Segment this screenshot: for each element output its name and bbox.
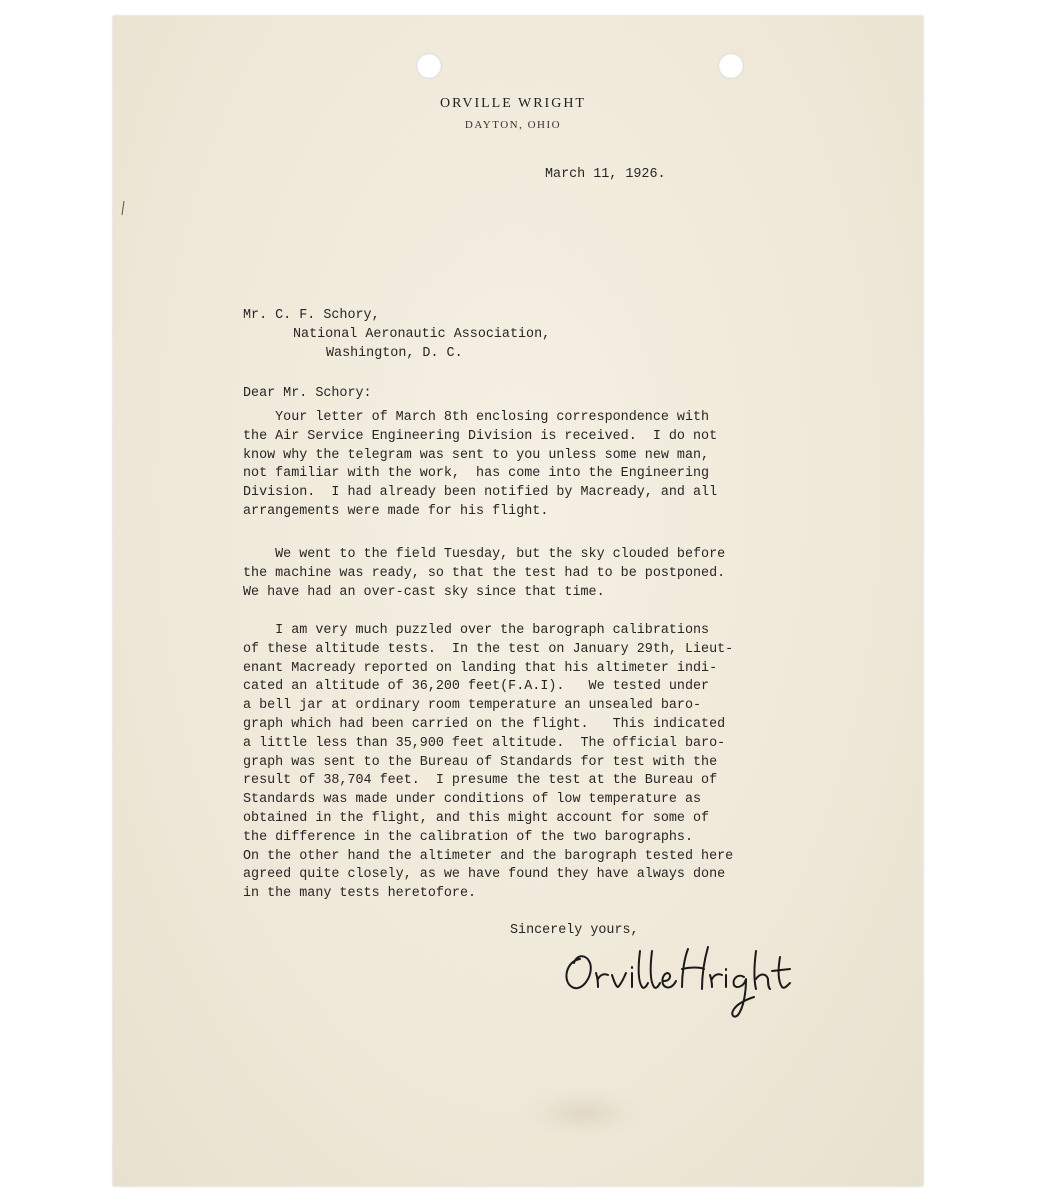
handwritten-signature [558, 929, 798, 1024]
paragraph-line: arrangements were made for his flight. [243, 503, 549, 519]
paragraph-line: not familiar with the work, has come into the Engineering [243, 466, 710, 482]
paragraph-line: a bell jar at ordinary room temperature an unsealed baro- [243, 698, 702, 714]
body-paragraph-3 [243, 622, 733, 904]
punch-hole-right [718, 53, 744, 79]
salutation: Dear Mr. Schory: [243, 386, 372, 401]
paragraph-line: Standards was made under conditions of low temperature as [243, 792, 702, 808]
paragraph-line: the difference in the calibration of the two barographs. [243, 829, 693, 845]
paragraph-line: We went to the field Tuesday, but the sky clouded before [243, 547, 726, 562]
punch-hole-left [416, 53, 442, 79]
paragraph-line: know why the telegram was sent to you unless some new man, [243, 447, 710, 463]
paragraph-line: of these altitude tests. In the test on January 29th, Lieut- [243, 641, 734, 657]
paragraph-line: graph was sent to the Bureau of Standards for test with the [243, 754, 718, 770]
body-paragraph-2 [243, 546, 725, 602]
paragraph-line: enant Macready reported on landing that his altimeter indi- [243, 660, 718, 676]
paragraph-line: We have had an over-cast sky since that time. [243, 584, 605, 600]
letterhead-city: DAYTON, OHIO [464, 119, 562, 131]
letterhead-name: ORVILLE WRIGHT [440, 96, 586, 111]
letter-page [113, 16, 923, 1186]
paragraph-line: cated an altitude of 36,200 feet(F.A.I). We tested under [243, 679, 710, 695]
pencil-mark [121, 201, 125, 215]
closing: Sincerely yours, [510, 923, 639, 938]
paragraph-line: I am very much puzzled over the barograph calibrations [243, 623, 710, 638]
recipient-location: Washington, D. C. [326, 346, 463, 361]
paragraph-line: the machine was ready, so that the test had to be postponed. [243, 565, 726, 581]
letter-date: March 11, 1926. [545, 167, 666, 182]
paragraph-line: in the many tests heretofore. [243, 886, 477, 902]
paragraph-line: Division. I had already been notified by Macready, and all [243, 485, 718, 501]
paragraph-line: the Air Service Engineering Division is received. I do not [243, 428, 718, 444]
paragraph-line: agreed quite closely, as we have found they have always done [243, 867, 726, 883]
paragraph-line: result of 38,704 feet. I presume the test at the Bureau of [243, 773, 718, 789]
paragraph-line: graph which had been carried on the flight. This indicated [243, 716, 726, 732]
paragraph-line: obtained in the flight, and this might account for some of [243, 810, 710, 826]
paragraph-line: On the other hand the altimeter and the barograph tested here [243, 848, 734, 864]
recipient-name: Mr. C. F. Schory, [243, 308, 380, 323]
body-paragraph-1 [243, 409, 717, 522]
paragraph-line: Your letter of March 8th enclosing correspondence with [243, 410, 710, 425]
recipient-organization: National Aeronautic Association, [293, 327, 551, 342]
paragraph-line: a little less than 35,900 feet altitude. The official baro- [243, 735, 726, 751]
paper-stain [523, 1088, 643, 1138]
